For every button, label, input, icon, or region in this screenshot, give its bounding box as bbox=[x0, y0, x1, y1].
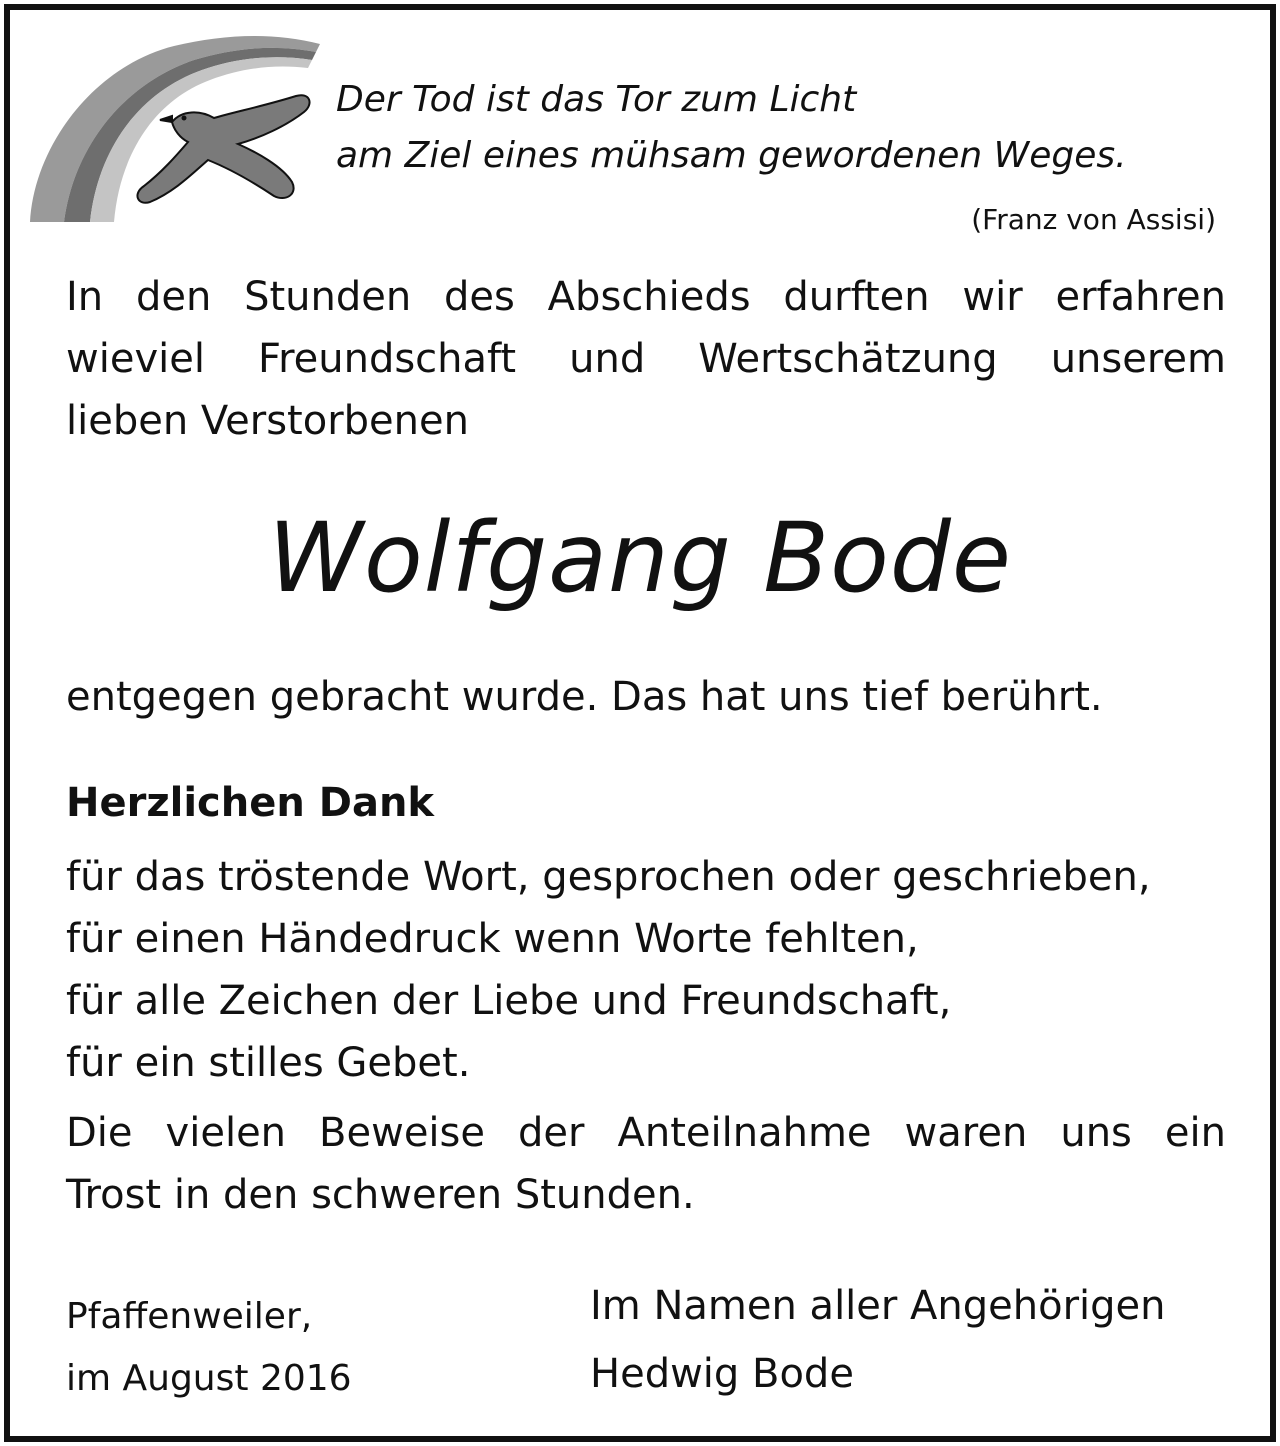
thanks-item: für das tröstende Wort, gesprochen oder geschrieben, bbox=[66, 854, 1151, 900]
signature-block bbox=[590, 1272, 1166, 1408]
quote-line-1: Der Tod ist das Tor zum Licht bbox=[336, 79, 857, 120]
quote-line-2: am Ziel eines mühsam gewordenen Weges. bbox=[336, 135, 1127, 176]
deceased-name: Wolfgang Bode bbox=[268, 502, 1012, 614]
quote-source: (Franz von Assisi) bbox=[971, 203, 1216, 236]
thanks-list bbox=[66, 846, 1151, 1094]
intro-paragraph bbox=[66, 266, 1226, 452]
intro-line-2: wieviel Freundschaft und Wertschätzung unserem bbox=[66, 336, 1226, 382]
after-name-line: entgegen gebracht wurde. Das hat uns tief berührt. bbox=[66, 674, 1103, 720]
obituary-card bbox=[4, 4, 1276, 1442]
thanks-item: für alle Zeichen der Liebe und Freundschaft, bbox=[66, 978, 952, 1024]
quote-block bbox=[336, 72, 1216, 236]
place-date bbox=[66, 1286, 352, 1410]
closing-paragraph bbox=[66, 1102, 1226, 1226]
place: Pfaffenweiler, bbox=[66, 1296, 313, 1337]
closing-line-2: Trost in den schweren Stunden. bbox=[66, 1172, 695, 1218]
dove-with-rainbow-arc-icon bbox=[24, 26, 324, 230]
thanks-item: für ein stilles Gebet. bbox=[66, 1040, 471, 1086]
date: im August 2016 bbox=[66, 1358, 352, 1399]
thanks-heading: Herzlichen Dank bbox=[66, 780, 435, 826]
signature-name: Hedwig Bode bbox=[590, 1351, 854, 1397]
after-name-paragraph bbox=[66, 666, 1226, 728]
closing-line-1: Die vielen Beweise der Anteilnahme waren uns ein bbox=[66, 1110, 1226, 1156]
intro-line-3: lieben Verstorbenen bbox=[66, 398, 469, 444]
signature-line-1: Im Namen aller Angehörigen bbox=[590, 1283, 1166, 1329]
intro-line-1: In den Stunden des Abschieds durften wir erfahren bbox=[66, 274, 1226, 320]
thanks-item: für einen Händedruck wenn Worte fehlten, bbox=[66, 916, 919, 962]
